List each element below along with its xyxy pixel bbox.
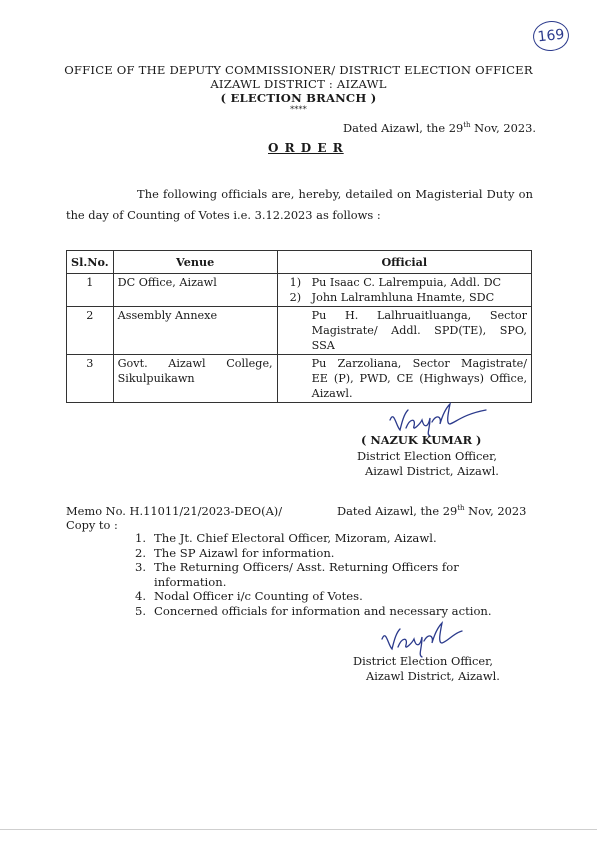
row-slno: 1	[67, 274, 114, 307]
order-date: Dated Aizawl, the 29th Nov, 2023.	[343, 121, 536, 135]
copy-list	[135, 531, 535, 619]
bottom-divider	[0, 829, 597, 830]
list-item: 5. Concerned officials for information and necessary action.	[135, 603, 492, 618]
row-slno: 2	[67, 307, 114, 355]
table-row	[67, 274, 532, 307]
order-heading: O R D E R	[268, 141, 344, 155]
memo-date: Dated Aizawl, the 29th Nov, 2023	[337, 504, 527, 518]
list-item: 2. The SP Aizawl for information.	[135, 545, 335, 560]
table-row	[67, 307, 532, 355]
official-item: 2) John Lalramhluna Hnamte, SDC	[289, 291, 495, 304]
row-slno: 3	[67, 355, 114, 403]
list-item: 4. Nodal Officer i/c Counting of Votes.	[135, 589, 363, 604]
signatory-district: Aizawl District, Aizawl.	[365, 464, 499, 478]
table-row	[67, 355, 532, 403]
header-slno: Sl.No.	[67, 251, 114, 274]
closing-designation: District Election Officer,	[353, 654, 493, 668]
intro-line-2: the day of Counting of Votes i.e. 3.12.2023 as follows :	[66, 208, 381, 222]
header-venue: Venue	[113, 251, 277, 274]
signature-mark	[378, 617, 478, 659]
page-number-stamp: 169	[532, 19, 571, 53]
row-official: Pu H. Lalhruaitluanga, Sector Magistrate/ Addl. SPD(TE), SPO, SSA	[277, 307, 531, 355]
copy-to-label: Copy to :	[66, 518, 118, 532]
office-title: OFFICE OF THE DEPUTY COMMISSIONER/ DISTRICT ELECTION OFFICER	[64, 63, 533, 77]
memo-number: Memo No. H.11011/21/2023-DEO(A)/	[66, 504, 283, 518]
header-official: Official	[277, 251, 531, 274]
stars-divider: ****	[290, 105, 307, 114]
closing-district: Aizawl District, Aizawl.	[366, 669, 500, 683]
official-item: 1) Pu Isaac C. Lalrempuia, Addl. DC	[289, 276, 502, 289]
district-title: AIZAWL DISTRICT : AIZAWL	[210, 77, 387, 91]
table-header-row	[67, 251, 532, 274]
list-item: 3. The Returning Officers/ Asst. Returning Officers for information.	[135, 560, 459, 589]
list-item: 1. The Jt. Chief Electoral Officer, Mizoram, Aizawl.	[135, 531, 437, 545]
row-official	[277, 274, 531, 307]
row-venue: Govt. Aizawl College, Sikulpuikawn	[113, 355, 277, 403]
intro-line-1: The following officials are, hereby, detailed on Magisterial Duty on	[137, 187, 533, 201]
signatory-name: ( NAZUK KUMAR )	[361, 433, 482, 447]
signatory-designation: District Election Officer,	[357, 449, 497, 463]
row-venue: Assembly Annexe	[113, 307, 277, 355]
branch-title: ( ELECTION BRANCH )	[220, 91, 377, 105]
duty-table	[66, 250, 532, 403]
row-venue: DC Office, Aizawl	[113, 274, 277, 307]
row-official: Pu Zarzoliana, Sector Magistrate/ EE (P), PWD, CE (Highways) Office, Aizawl.	[277, 355, 531, 403]
